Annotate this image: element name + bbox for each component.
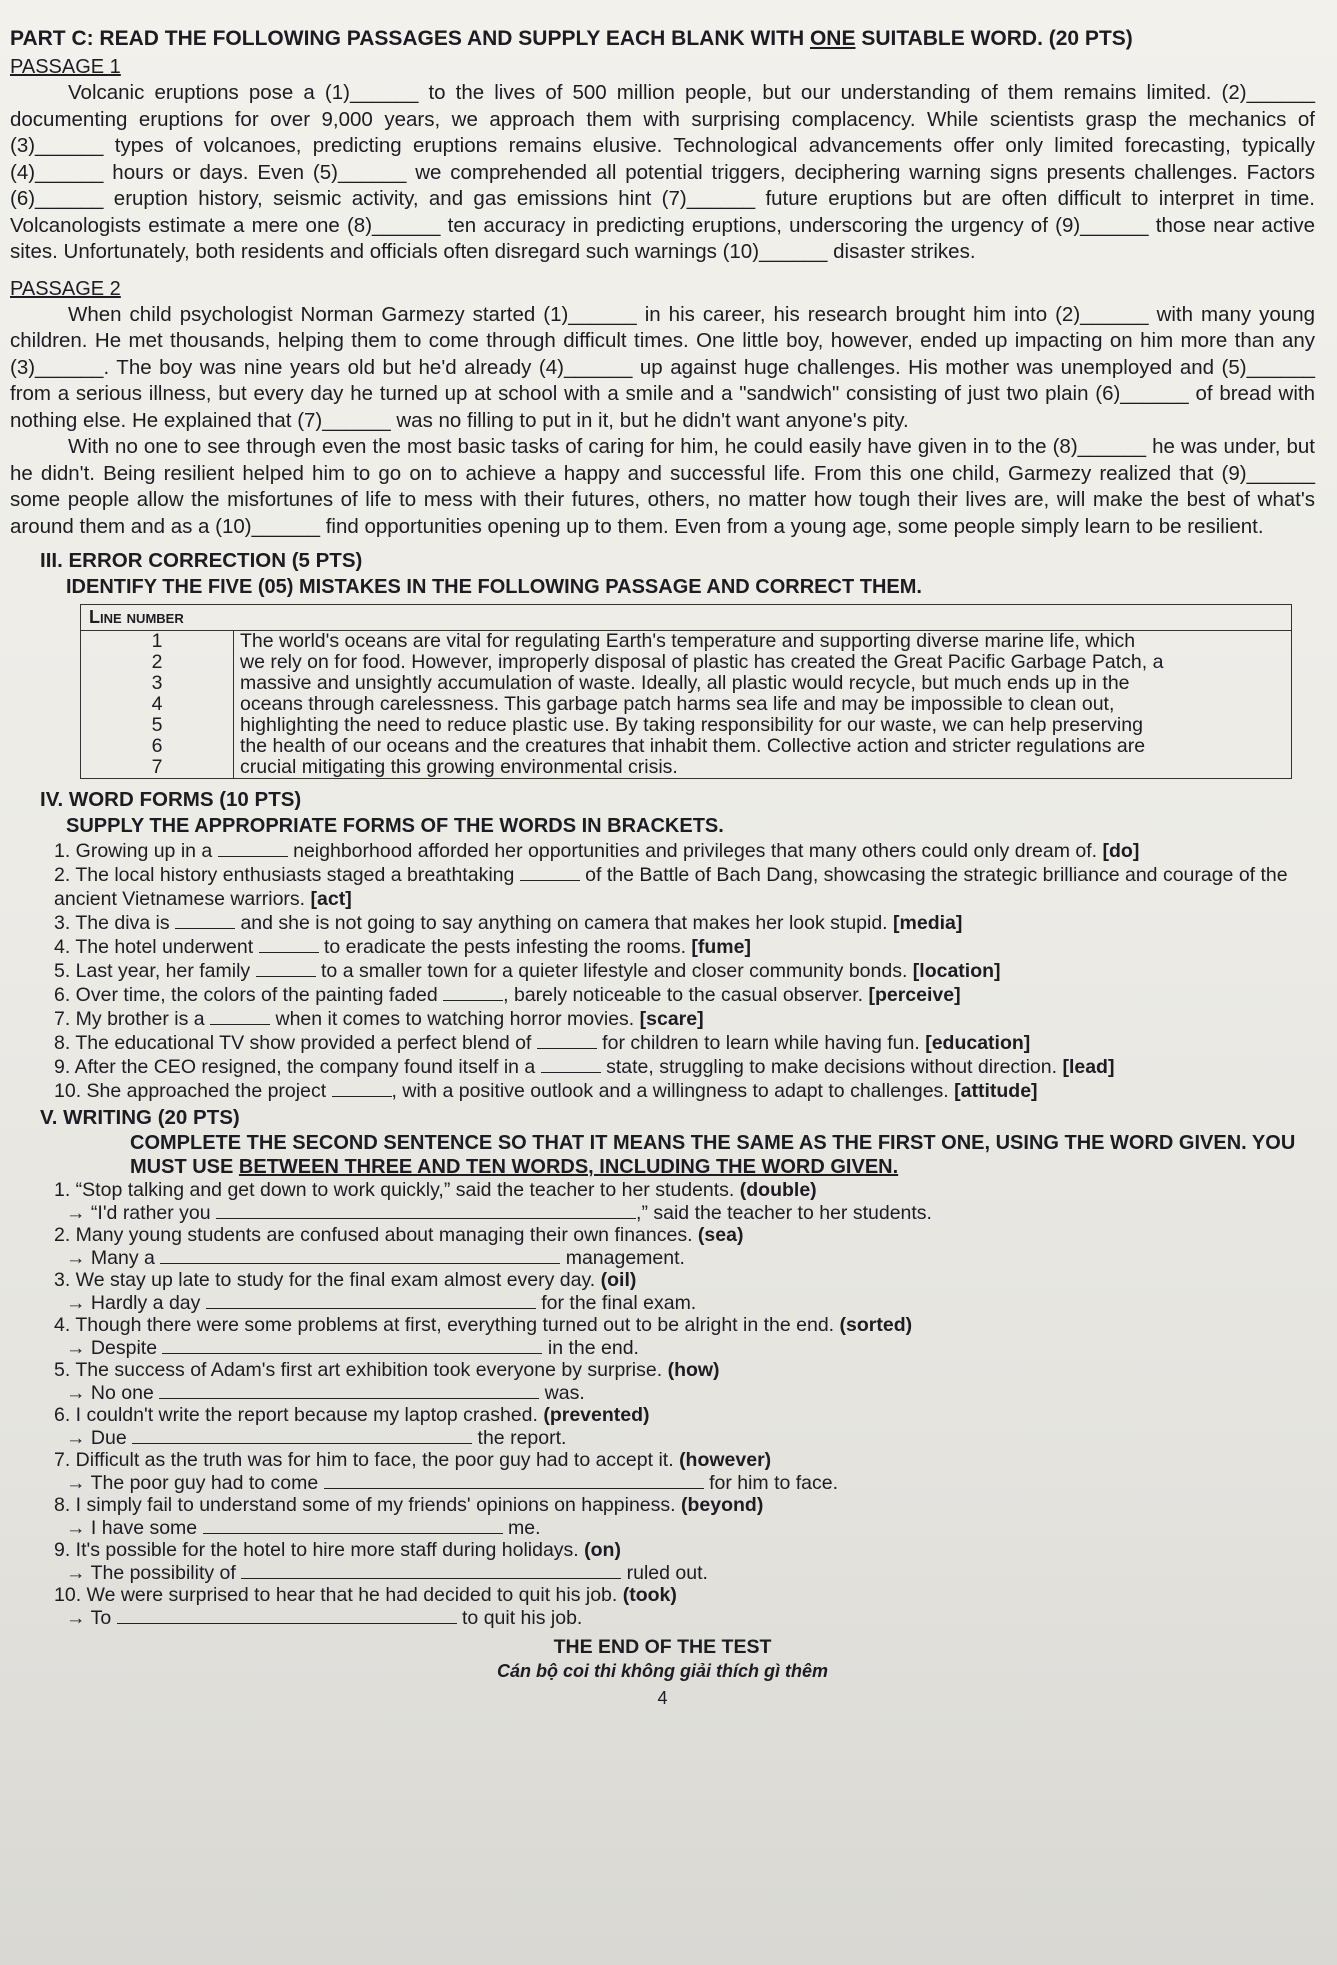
answer-blank[interactable]	[520, 880, 580, 881]
word-forms-title: IV. WORD FORMS (10 PTS)	[40, 788, 302, 811]
answer-blank[interactable]	[203, 1533, 503, 1534]
word-forms-instruction: SUPPLY THE APPROPRIATE FORMS OF THE WORDS IN BRACKETS.	[66, 815, 724, 837]
footer	[10, 1635, 1315, 1713]
answer-blank[interactable]	[537, 1048, 597, 1049]
passage-2-paragraph-2: With no one to see through even the most basic tasks of caring for him, he could easily have given in to the (8)______ he was under, but he didn't. Being resilient helped him to go on to achieve a happy and successful life. From this one child, Garmezy realized that (9)______ some people allow the misfortunes of life to mess with their futures, others, no matter how tough their lives are, will make the best of what's around them and as a (10)______ find opportunities opening up to them. Even from a young age, some people simply learn to be resilient.	[10, 435, 1315, 538]
answer-blank[interactable]	[324, 1488, 704, 1489]
list-item: 3. The diva is and she is not going to say anything on camera that makes her look stupid. [media]	[54, 912, 963, 934]
answer-blank[interactable]	[160, 1263, 560, 1264]
answer-blank[interactable]	[175, 928, 235, 929]
passage-1-text: Volcanic eruptions pose a (1)______ to the lives of 500 million people, but our understanding of them remains limited. (2)______ documenting eruptions for over 9,000 years, we approach them with surprising complacency. While scientists grasp the mechanics of (3)______ types of volcanoes, predicting eruptions remains elusive. Technological advancements offer only limited forecasting, typically (4)______ hours or days. Even (5)______ we comprehended all potential triggers, deciphering warning signs presents challenges. Factors (6)______ eruption history, seismic activity, and gas emissions hint (7)______ future eruptions but are often difficult to interpret in time. Volcanologists estimate a mere one (8)______ ten accuracy in predicting eruptions, underscoring the urgency of (9)______ those near active sites. Unfortunately, both residents and officials often disregard such warnings (10)______ disaster strikes.	[10, 81, 1315, 263]
table-row: 1 The world's oceans are vital for regulating Earth's temperature and supporting diverse marine life, which	[81, 631, 1292, 653]
proctor-note: Cán bộ coi thi không giải thích gì thêm	[497, 1661, 828, 1681]
table-row: 3 massive and unsightly accumulation of waste. Ideally, all plastic would recycle, but much ends up in the	[81, 673, 1292, 694]
passage-2	[10, 302, 1315, 541]
passage-1	[10, 80, 1315, 266]
answer-blank[interactable]	[132, 1443, 472, 1444]
answer-blank[interactable]	[117, 1623, 457, 1624]
list-item: 7. My brother is a when it comes to watching horror movies. [scare]	[54, 1008, 704, 1030]
passage-1-label: PASSAGE 1	[10, 56, 121, 78]
table-row: 2 we rely on for food. However, improperly disposal of plastic has created the Great Pacific Garbage Patch, a	[81, 652, 1292, 673]
answer-blank[interactable]	[332, 1096, 392, 1097]
list-item: 6. Over time, the colors of the painting faded , barely noticeable to the casual observer. [perceive]	[54, 984, 961, 1006]
line-number-header: Line number	[81, 605, 1292, 631]
list-item: 9. After the CEO resigned, the company found itself in a state, struggling to make decisions without direction. [lead]	[54, 1056, 1115, 1078]
table-row: 5 highlighting the need to reduce plastic use. By taking responsibility for our waste, we can help preserving	[81, 715, 1292, 736]
answer-blank[interactable]	[241, 1578, 621, 1579]
answer-blank[interactable]	[162, 1353, 542, 1354]
list-item: 2. Many young students are confused about managing their own finances. (sea) → Many a management.	[54, 1224, 744, 1269]
answer-blank[interactable]	[218, 856, 288, 857]
passage-2-label: PASSAGE 2	[10, 277, 121, 300]
error-correction-instruction: IDENTIFY THE FIVE (05) MISTAKES IN THE FOLLOWING PASSAGE AND CORRECT THEM.	[66, 576, 922, 598]
list-item: 3. We stay up late to study for the final exam almost every day. (oil) → Hardly a day for the final exam.	[54, 1269, 697, 1314]
writing-title: V. WRITING (20 PTS)	[40, 1106, 240, 1129]
error-correction-table	[80, 604, 1292, 779]
list-item: 10. She approached the project , with a positive outlook and a willingness to adapt to challenges. [attitude]	[54, 1080, 1038, 1102]
list-item: 10. We were surprised to hear that he had decided to quit his job. (took) → To to quit his job.	[54, 1584, 677, 1629]
list-item: 1. “Stop talking and get down to work quickly,” said the teacher to her students. (double) → “I'd rather you ,” said the teacher to her students.	[54, 1179, 932, 1224]
writing-list	[54, 1179, 1315, 1629]
list-item: 8. I simply fail to understand some of my friends' opinions on happiness. (beyond) → I have some me.	[54, 1494, 764, 1539]
list-item: 7. Difficult as the truth was for him to face, the poor guy had to accept it. (however) → The poor guy had to come for him to face.	[54, 1449, 839, 1494]
answer-blank[interactable]	[216, 1218, 636, 1219]
list-item: 1. Growing up in a neighborhood afforded her opportunities and privileges that many others could only dream of. [do]	[54, 840, 1140, 862]
table-row: 6 the health of our oceans and the creatures that inhabit them. Collective action and stricter regulations are	[81, 736, 1292, 757]
error-correction-title: III. ERROR CORRECTION (5 PTS)	[40, 549, 363, 572]
writing-instruction: COMPLETE THE SECOND SENTENCE SO THAT IT MEANS THE SAME AS THE FIRST ONE, USING THE WORD GIVEN. YOU MUST USE BETWEEN THREE AND TEN WORDS, INCLUDING THE WORD GIVEN.	[130, 1132, 1296, 1178]
list-item: 4. The hotel underwent to eradicate the pests infesting the rooms. [fume]	[54, 936, 751, 958]
answer-blank[interactable]	[159, 1398, 539, 1399]
table-row: 7 crucial mitigating this growing environmental crisis.	[81, 757, 1292, 779]
passage-2-paragraph-1: When child psychologist Norman Garmezy started (1)______ in his career, his research brought him into (2)______ with many young children. He met thousands, helping them to come through difficult times. One little boy, however, ended up impacting on him more than any (3)______. The boy was nine years old but he'd already (4)______ up against huge challenges. His mother was unemployed and (5)______ from a serious illness, but every day he turned up at school with a smile and a "sandwich" consisting of just two plain (6)______ of bread with nothing else. He explained that (7)______ was no filling to put in it, but he didn't want anyone's pity.	[10, 302, 1315, 432]
answer-blank[interactable]	[256, 976, 316, 977]
list-item: 5. The success of Adam's first art exhibition took everyone by surprise. (how) → No one was.	[54, 1359, 720, 1404]
answer-blank[interactable]	[541, 1072, 601, 1073]
end-of-test: THE END OF THE TEST	[553, 1636, 772, 1658]
answer-blank[interactable]	[259, 952, 319, 953]
list-item: 2. The local history enthusiasts staged a breathtaking of the Battle of Bach Dang, showcasing the strategic brilliance and courage of the ancient Vietnamese warriors. [act]	[54, 864, 1288, 910]
answer-blank[interactable]	[443, 1000, 503, 1001]
answer-blank[interactable]	[210, 1024, 270, 1025]
answer-blank[interactable]	[206, 1308, 536, 1309]
list-item: 6. I couldn't write the report because my laptop crashed. (prevented) → Due the report.	[54, 1404, 650, 1449]
list-item: 4. Though there were some problems at first, everything turned out to be alright in the end. (sorted) → Despite in the end.	[54, 1314, 913, 1359]
table-row: 4 oceans through carelessness. This garbage patch harms sea life and may be impossible to clean out,	[81, 694, 1292, 715]
part-c-heading: PART C: READ THE FOLLOWING PASSAGES AND SUPPLY EACH BLANK WITH ONE SUITABLE WORD. (20 PTS)	[10, 27, 1133, 50]
word-forms-list	[54, 839, 1315, 1103]
list-item: 5. Last year, her family to a smaller town for a quieter lifestyle and closer community bonds. [location]	[54, 960, 1001, 982]
page-number: 4	[657, 1688, 668, 1708]
list-item: 8. The educational TV show provided a perfect blend of for children to learn while having fun. [education]	[54, 1032, 1031, 1054]
list-item: 9. It's possible for the hotel to hire more staff during holidays. (on) → The possibility of ruled out.	[54, 1539, 708, 1584]
